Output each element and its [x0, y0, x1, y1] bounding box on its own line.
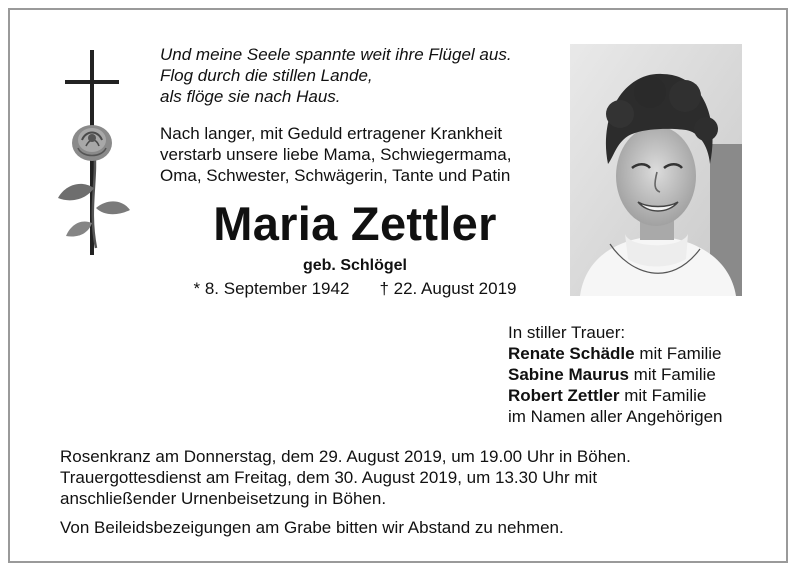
mourners-closing: im Namen aller Angehörigen: [508, 407, 723, 426]
intro-line: verstarb unsere liebe Mama, Schwiegermama,: [160, 145, 512, 164]
mourners-block: [508, 322, 723, 427]
deceased-name: Maria Zettler: [213, 197, 497, 250]
mourner-entry: [508, 364, 723, 385]
mourner-entry: [508, 343, 723, 364]
mourner-name: Robert Zettler: [508, 386, 620, 405]
condolence-notice: Von Beileidsbezeigungen am Grabe bitten wir Abstand zu nehmen.: [60, 518, 564, 537]
birth-date: * 8. September 1942: [193, 279, 350, 298]
maiden-name: geb. Schlögel: [302, 257, 407, 274]
intro-line: Nach langer, mit Geduld ertragener Krankheit: [160, 124, 503, 143]
verse-line: Und meine Seele spannte weit ihre Flügel aus.: [160, 45, 512, 64]
service-line: Rosenkranz am Donnerstag, dem 29. August 2019, um 19.00 Uhr in Böhen.: [60, 447, 631, 466]
verse-line: Flog durch die stillen Lande,: [160, 66, 373, 85]
mourners-heading: In stiller Trauer:: [508, 323, 626, 342]
life-dates: [160, 278, 550, 300]
verse-quote: [160, 44, 512, 107]
service-line: Trauergottesdienst am Freitag, dem 30. August 2019, um 13.30 Uhr mit: [60, 468, 598, 487]
intro-line: Oma, Schwester, Schwägerin, Tante und Patin: [160, 166, 511, 185]
service-details: [60, 446, 750, 509]
cross-with-rose-icon: [48, 48, 138, 278]
mourner-name: Renate Schädle: [508, 344, 635, 363]
mourner-suffix: mit Familie: [624, 386, 707, 405]
verse-line: als flöge sie nach Haus.: [160, 87, 341, 106]
death-date: † 22. August 2019: [379, 279, 517, 298]
mourner-suffix: mit Familie: [639, 344, 722, 363]
mourner-entry: [508, 385, 723, 406]
mourner-name: Sabine Maurus: [508, 365, 629, 384]
mourner-suffix: mit Familie: [633, 365, 716, 384]
intro-text: [160, 123, 511, 186]
portrait-photo: [570, 44, 742, 296]
service-line: anschließender Urnenbeisetzung in Böhen.: [60, 489, 387, 508]
